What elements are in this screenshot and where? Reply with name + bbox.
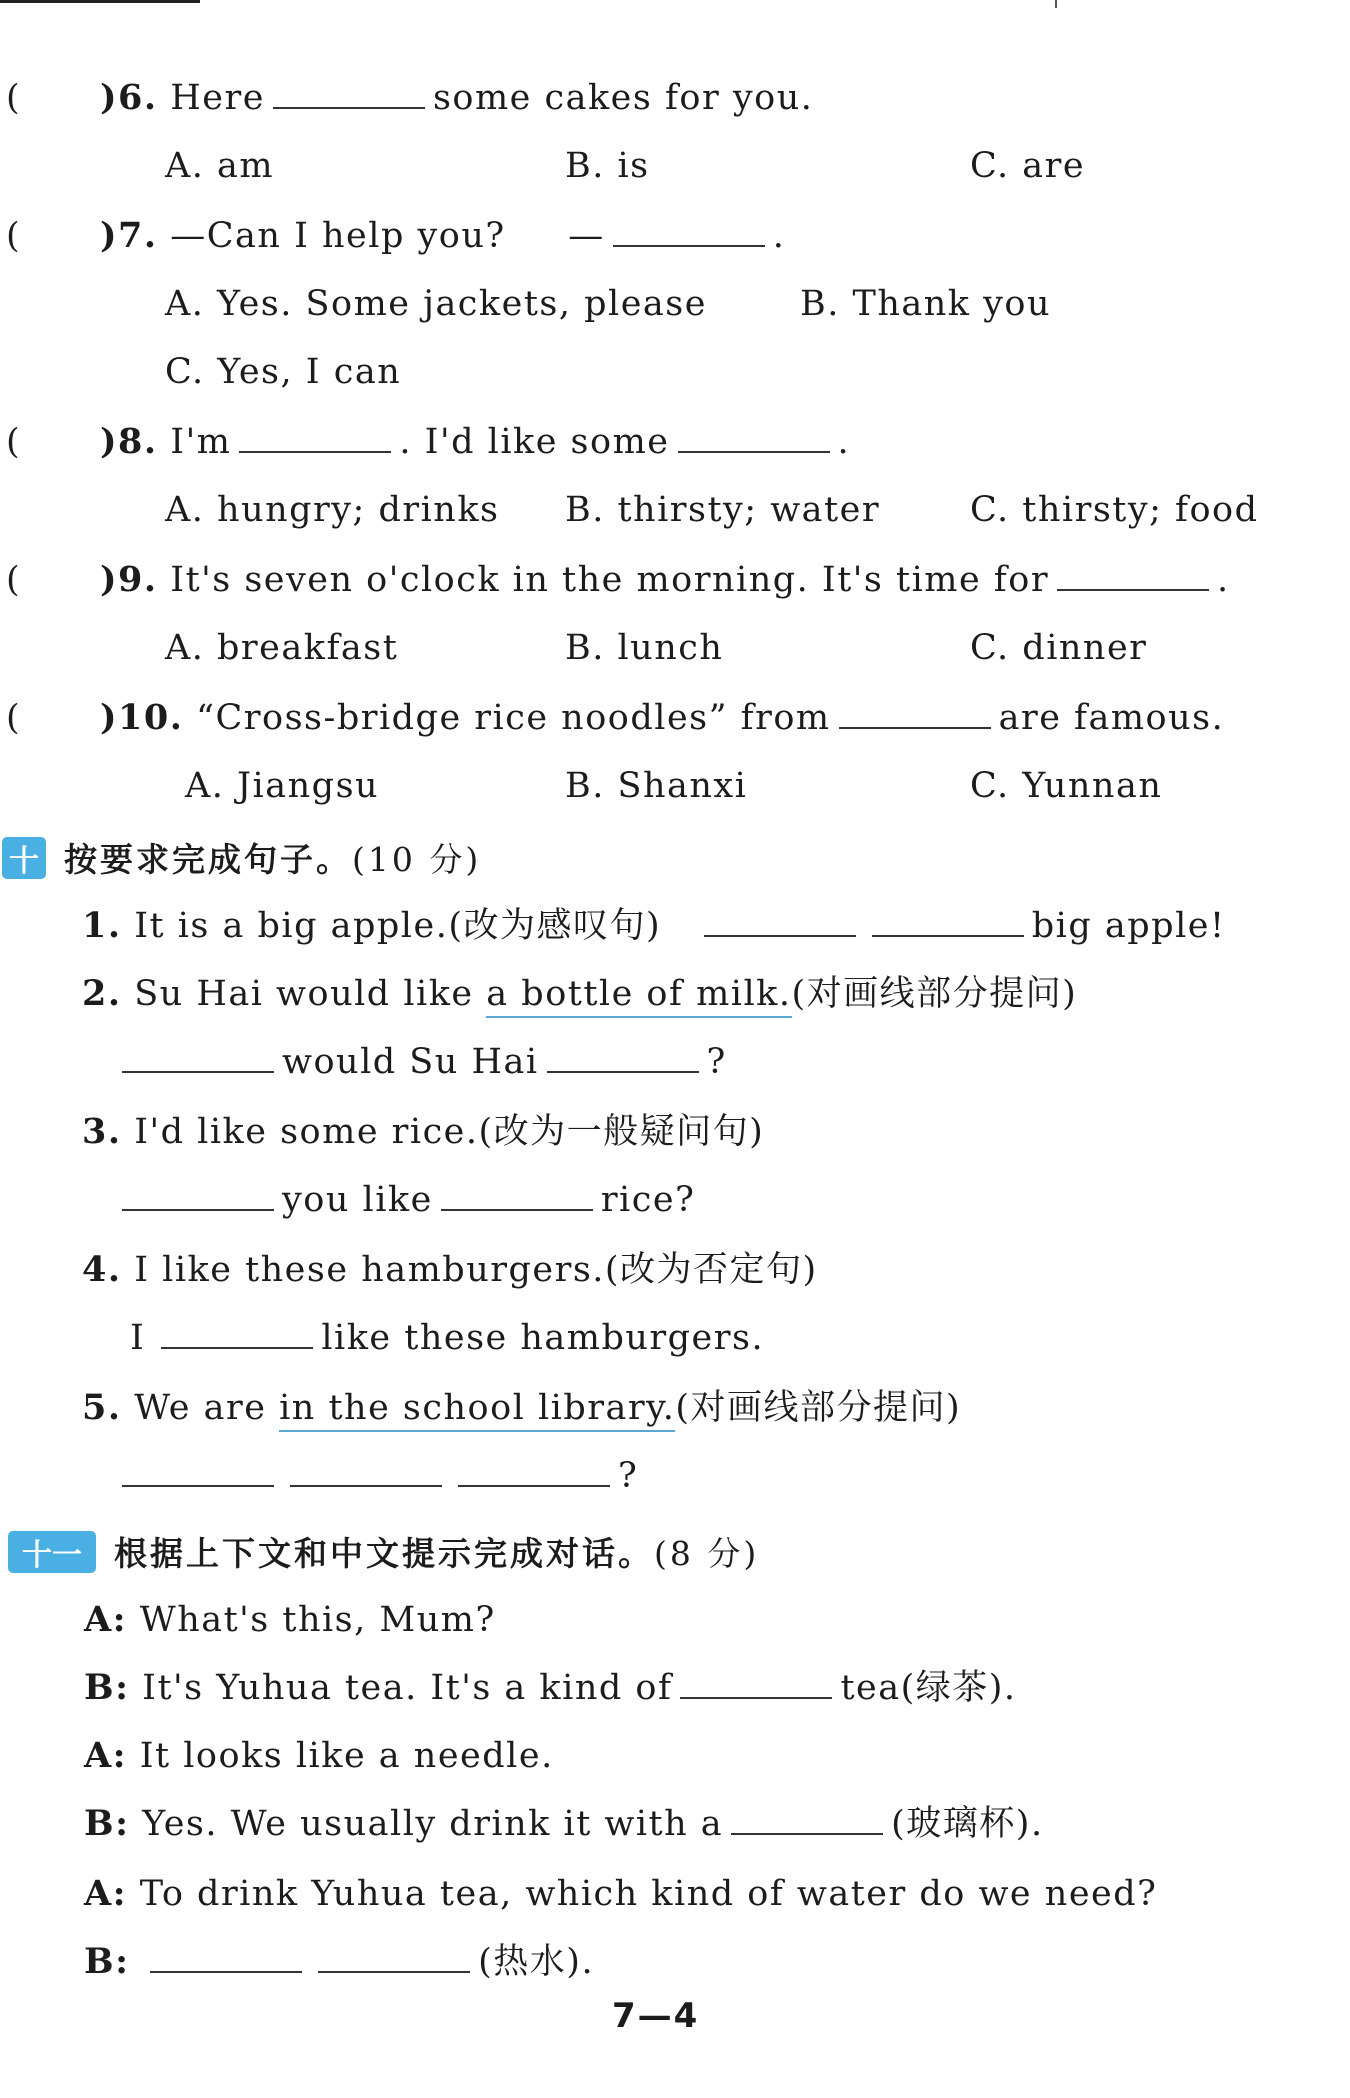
answer-blank[interactable] (458, 1455, 610, 1487)
rewrite-item-2: 2. Su Hai would like a bottle of milk.(对画线部分提问) (82, 972, 1077, 1016)
underlined-phrase: a bottle of milk. (486, 974, 791, 1018)
answer-blank[interactable] (547, 1041, 699, 1073)
answer-blank[interactable] (441, 1179, 593, 1211)
option-a: A. breakfast (165, 628, 399, 668)
answer-blank[interactable] (273, 77, 425, 109)
question-6: )6. Here some cakes for you. (100, 77, 814, 118)
question-8: )8. I'm . I'd like some . (100, 421, 851, 462)
question-10: )10. “Cross-bridge rice noodles” from are famous. (100, 697, 1225, 738)
dialog-line-5: A: To drink Yuhua tea, which kind of water do we need? (84, 1873, 1158, 1914)
dialog-line-4: B: Yes. We usually drink it with a (玻璃杯). (84, 1803, 1044, 1844)
rewrite-item-3: 3. I'd like some rice.(改为一般疑问句) (82, 1111, 765, 1152)
rewrite-answer-2: would Su Hai ? (122, 1040, 727, 1084)
dialog-line-1: A: What's this, Mum? (84, 1599, 496, 1640)
answer-paren: ( (6, 698, 20, 738)
answer-blank[interactable] (613, 215, 765, 247)
rewrite-answer-4: I like these hamburgers. (130, 1318, 765, 1358)
rewrite-item-1: 1. It is a big apple.(改为感叹句) big apple! (82, 905, 1226, 946)
rewrite-answer-3: you like rice? (122, 1178, 695, 1222)
option-a: A. Yes. Some jackets, please (165, 284, 707, 324)
rewrite-item-5: 5. We are in the school library.(对画线部分提问) (82, 1386, 961, 1430)
answer-blank[interactable] (122, 1455, 274, 1487)
answer-blank[interactable] (150, 1941, 302, 1973)
section-number-badge: 十 (2, 837, 46, 879)
question-9: )9. It's seven o'clock in the morning. It's time for . (100, 559, 1230, 600)
answer-blank[interactable] (239, 421, 391, 453)
option-a: A. hungry; drinks (165, 490, 500, 530)
option-c: C. thirsty; food (970, 490, 1259, 530)
answer-paren: ( (6, 216, 20, 256)
option-a: A. am (165, 146, 275, 186)
option-a: A. Jiangsu (185, 766, 380, 806)
section-title: 按要求完成句子。 (64, 840, 352, 879)
answer-blank[interactable] (839, 697, 991, 729)
rewrite-item-4: 4. I like these hamburgers.(改为否定句) (82, 1249, 818, 1290)
section-title: 根据上下文和中文提示完成对话。 (114, 1534, 654, 1573)
dialog-line-2: B: It's Yuhua tea. It's a kind of tea(绿茶). (84, 1667, 1017, 1708)
option-c: C. Yes, I can (165, 352, 402, 392)
section-score: (8 分) (654, 1534, 760, 1573)
answer-blank[interactable] (290, 1455, 442, 1487)
answer-blank[interactable] (122, 1041, 274, 1073)
option-b: B. lunch (565, 628, 724, 668)
section-score: (10 分) (352, 840, 482, 879)
option-c: C. Yunnan (970, 766, 1163, 806)
option-b: B. is (565, 146, 650, 186)
answer-blank[interactable] (678, 421, 830, 453)
underlined-phrase: in the school library. (279, 1388, 675, 1432)
scan-mark (1055, 0, 1057, 8)
answer-blank[interactable] (1057, 559, 1209, 591)
answer-blank[interactable] (161, 1317, 313, 1349)
answer-paren: ( (6, 422, 20, 462)
rewrite-answer-5: ? (122, 1454, 638, 1498)
answer-blank[interactable] (318, 1941, 470, 1973)
answer-blank[interactable] (704, 905, 856, 937)
option-c: C. dinner (970, 628, 1148, 668)
section-number-badge: 十一 (8, 1531, 96, 1573)
option-c: C. are (970, 146, 1086, 186)
answer-blank[interactable] (680, 1667, 832, 1699)
answer-blank[interactable] (872, 905, 1024, 937)
answer-paren: ( (6, 560, 20, 600)
top-rule (0, 0, 200, 3)
answer-blank[interactable] (731, 1803, 883, 1835)
page-number: 7—4 (612, 1996, 700, 2036)
answer-blank[interactable] (122, 1179, 274, 1211)
question-7: )7. —Can I help you? — . (100, 215, 786, 256)
option-b: B. Shanxi (565, 766, 748, 806)
dialog-line-3: A: It looks like a needle. (84, 1735, 554, 1776)
option-b: B. thirsty; water (565, 490, 881, 530)
section-10-heading (2, 834, 481, 881)
option-b: B. Thank you (800, 284, 1051, 324)
dialog-line-6: B: (热水). (84, 1941, 595, 1982)
section-11-heading (8, 1528, 759, 1575)
answer-paren: ( (6, 78, 20, 118)
